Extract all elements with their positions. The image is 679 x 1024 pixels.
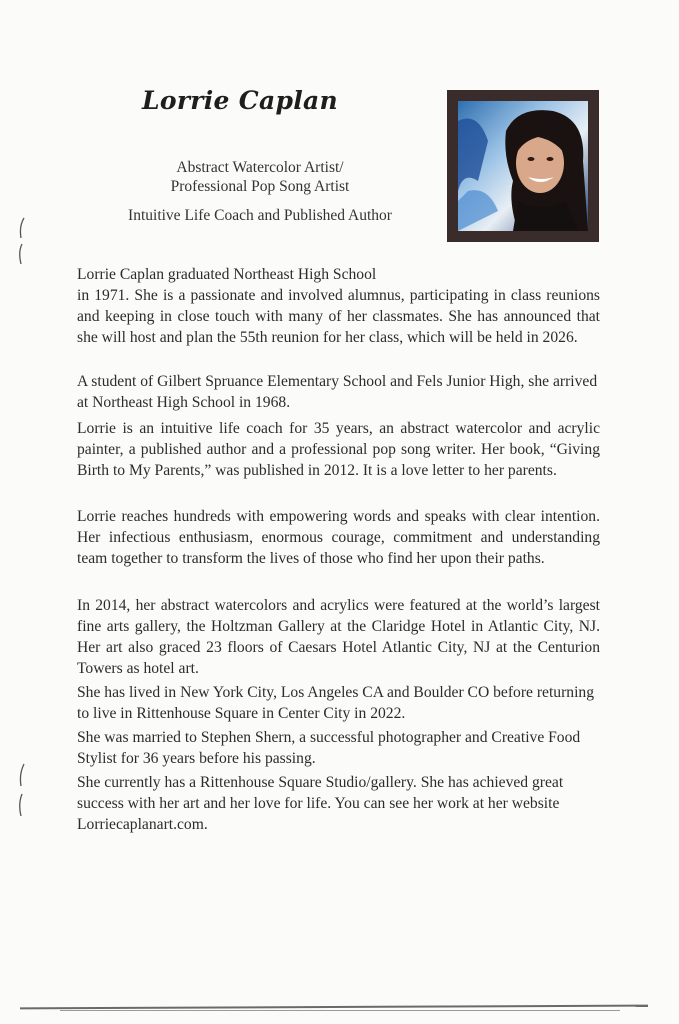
- bio-paragraph-3-text: Lorrie is an intuitive life coach for 35 years, an abstract watercolor and acrylic painter, a published author and a professional pop song writer. Her book, “Giving Birth to My Parents,” was published in 2012. It is a love letter to her parents.: [77, 420, 600, 479]
- bio-paragraph-4: [77, 506, 600, 569]
- subtitle-line-3: Intuitive Life Coach and Published Author: [128, 207, 392, 224]
- bio-paragraph-7: [77, 727, 600, 769]
- bio-paragraph-3: [77, 418, 600, 481]
- bio-paragraph-6-text: She has lived in New York City, Los Angeles CA and Boulder CO before returning to live in Rittenhouse Square in Center City in 2022.: [77, 684, 594, 722]
- bio-paragraph-4-text: Lorrie reaches hundreds with empowering words and speaks with clear intention. Her infectious enthusiasm, enormous courage, commitment and understanding team together to transform the lives of those who find her upon their paths.: [77, 508, 600, 567]
- bio-paragraph-8: [77, 772, 600, 835]
- punch-mark-top: [18, 216, 26, 256]
- bio-paragraph-2-text: A student of Gilbert Spruance Elementary School and Fels Junior High, she arrived at Northeast High School in 1968.: [77, 373, 598, 411]
- page-title: Lorrie Caplan: [141, 86, 339, 115]
- portrait-image: [458, 101, 588, 231]
- subtitle-line-2: Professional Pop Song Artist: [170, 178, 350, 195]
- subtitle-line-1: Abstract Watercolor Artist/: [176, 159, 344, 176]
- bio-paragraph-1: [77, 264, 600, 348]
- bio-paragraph-7-text: She was married to Stephen Shern, a successful photographer and Creative Food Stylist for 36 years before his passing.: [77, 729, 581, 767]
- page-edge-shadow: [60, 1010, 620, 1011]
- bio-paragraph-2: [77, 371, 600, 413]
- page-edge-line: [20, 1005, 648, 1010]
- bio-paragraph-1-body: in 1971. She is a passionate and involved alumnus, participating in class reunions and keeping in close touch with many of her classmates. She has announced that she will host and plan the 55th reunion for her class, which will be held in 2026.: [77, 287, 600, 346]
- bio-paragraph-5-text: In 2014, her abstract watercolors and acrylics were featured at the world’s largest fine arts gallery, the Holtzman Gallery at the Claridge Hotel in Atlantic City, NJ. Her art also graced 23 floors of Caesars Hotel Atlantic City, NJ at the Centurion Towers as hotel art.: [77, 597, 600, 677]
- portrait-photo: [447, 90, 599, 242]
- punch-mark-bottom: [18, 762, 26, 802]
- bio-paragraph-1-first-line: Lorrie Caplan graduated Northeast High School: [77, 266, 377, 283]
- bio-paragraph-6: [77, 682, 600, 724]
- bio-paragraph-5: [77, 595, 600, 679]
- bio-paragraph-8-text: She currently has a Rittenhouse Square Studio/gallery. She has achieved great success with her art and her love for life. You can see her work at her website Lorriecaplanart.com.: [77, 774, 564, 833]
